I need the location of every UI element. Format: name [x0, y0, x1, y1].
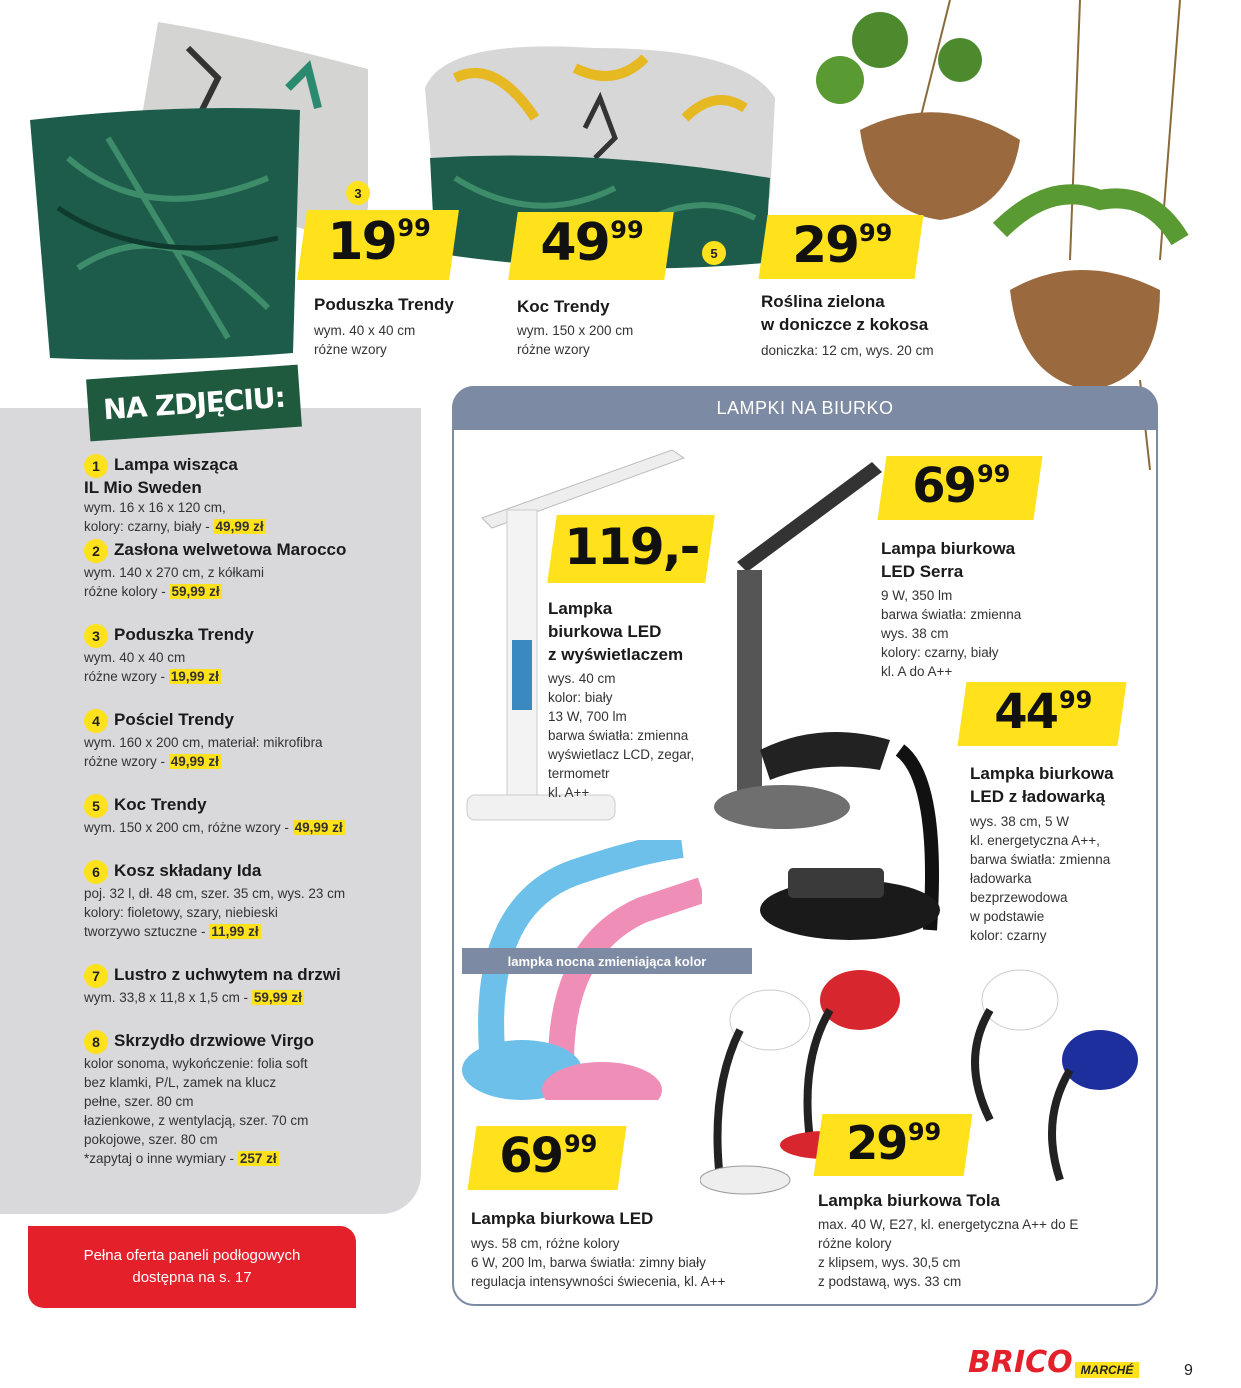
list-item: 2 Zasłona welwetowa Marocco wym. 140 x 270 cm, z kółkami różne kolory - 59,99 zł [84, 540, 347, 599]
promo-box-link[interactable] [28, 1226, 356, 1308]
product-details: 9 W, 350 lm barwa światła: zmienna wys. 38 cm kolory: czarny, biały kl. A do A++ [881, 588, 1022, 679]
price-integer: 29 [846, 1116, 907, 1170]
product-details: max. 40 W, E27, kl. energetyczna A++ do E różne kolory z klipsem, wys. 30,5 cm z podstawą, wys. 33 cm [818, 1217, 1079, 1289]
list-item: 6 Kosz składany Ida poj. 32 l, dł. 48 cm, szer. 35 cm, wys. 23 cm kolory: fioletowy, szary, niebieski tworzywo sztuczne - 11,99 zł [84, 861, 346, 939]
price-decimal: 99 [908, 1118, 942, 1146]
price-tag-plant [759, 215, 924, 279]
product-title: Koc Trendy [517, 297, 610, 316]
product-title: Lampka biurkowa LED [471, 1209, 654, 1228]
product-details: wym. 150 x 200 cm różne wzory [517, 323, 634, 357]
product-details: wym. 40 x 40 cm różne wzory [314, 323, 416, 357]
sidebar-list [84, 454, 414, 1168]
product-details: wys. 38 cm, 5 W kl. energetyczna A++, barwa światła: zmienna ładowarka bezprzewodowa w podstawie kolor: czarny [970, 814, 1111, 943]
night-lamp-tag: lampka nocna zmieniająca kolor [462, 948, 752, 974]
charger-lamp-image [760, 720, 970, 960]
product-title: Lampka biurkowa Tola [818, 1191, 1001, 1210]
product-details: wys. 58 cm, różne kolory 6 W, 200 lm, barwa światła: zimny biały regulacja intensywności świecenia, kl. A++ [471, 1236, 726, 1289]
list-item: 4 Pościel Trendy wym. 160 x 200 cm, materiał: mikrofibra różne wzory - 49,99 zł [84, 710, 323, 769]
list-item: 1 Lampa wisząca IL Mio Sweden wym. 16 x 16 x 120 cm, kolory: czarny, biały - 49,99 zł [84, 455, 264, 534]
list-item: 7 Lustro z uchwytem na drzwi wym. 33,8 x 11,8 x 1,5 cm - 59,99 zł [84, 965, 341, 1005]
price-tag-pillow [297, 210, 459, 280]
list-item: 5 Koc Trendy wym. 150 x 200 cm, różne wzory - 49,99 zł [84, 795, 343, 835]
price-decimal: 99 [859, 219, 893, 247]
sidebar-header-text: NA ZDJĘCIU: [102, 380, 286, 426]
product-number-badge: 5 [702, 241, 726, 265]
promo-line: dostępna na s. 17 [132, 1269, 252, 1286]
price-decimal: 99 [563, 1130, 598, 1158]
brand-sub: MARCHÉ [1075, 1362, 1140, 1378]
price-integer: 49 [540, 213, 609, 273]
product-title: Lampa biurkowa LED Serra [881, 539, 1016, 581]
price-decimal: 99 [610, 216, 645, 244]
product-details: doniczka: 12 cm, wys. 20 cm [761, 343, 934, 358]
price-decimal: 99 [976, 460, 1011, 488]
price-integer: 29 [791, 216, 858, 274]
product-title: Lampka biurkowa LED z wyświetlaczem [548, 599, 684, 664]
list-item: 3 Poduszka Trendy wym. 40 x 40 cm różne wzory - 19,99 zł [84, 625, 254, 684]
product-title: Poduszka Trendy [314, 295, 454, 314]
price-tag-lamp-display [547, 515, 715, 583]
product-title: Lampka biurkowa LED z ładowarką [970, 764, 1114, 806]
price-integer: 19 [327, 212, 396, 272]
promo-line: Pełna oferta paneli podłogowych [83, 1247, 301, 1264]
page-number: 9 [1184, 1362, 1193, 1379]
price-tag-lamp-serra [878, 456, 1043, 520]
product-number-badge: 3 [346, 181, 370, 205]
price-integer: 44 [994, 684, 1057, 740]
price-integer: 119,- [564, 518, 699, 576]
price-tag-lamp-charger [958, 682, 1127, 746]
brand-name: BRICO [968, 1345, 1073, 1380]
price-tag-blanket [508, 212, 674, 280]
price-integer: 69 [499, 1128, 562, 1184]
price-tag-lamp-led [468, 1126, 627, 1190]
lamps-header: LAMPKI NA BIURKO [452, 386, 1158, 430]
price-tag-lamp-tola [814, 1114, 973, 1176]
price-integer: 69 [912, 458, 975, 514]
list-item: 8 Skrzydło drzwiowe Virgo kolor sonoma, wykończenie: folia soft bez klamki, P/L, zamek na klucz pełne, szer. 80 cm łazienkowe, z wentylacją, szer. 70 cm pokojowe, szer. 80 cm *zapytaj o inne wymiary - 257 zł [84, 1031, 314, 1166]
brand-logo [968, 1345, 1139, 1380]
product-title: Roślina zielona w doniczce z kokosa [761, 292, 929, 334]
price-decimal: 99 [1058, 686, 1093, 714]
product-details: wys. 40 cm kolor: biały 13 W, 700 lm barwa światła: zmienna wyświetlacz LCD, zegar, termometr kl. A++ [548, 671, 695, 800]
price-decimal: 99 [397, 214, 432, 242]
